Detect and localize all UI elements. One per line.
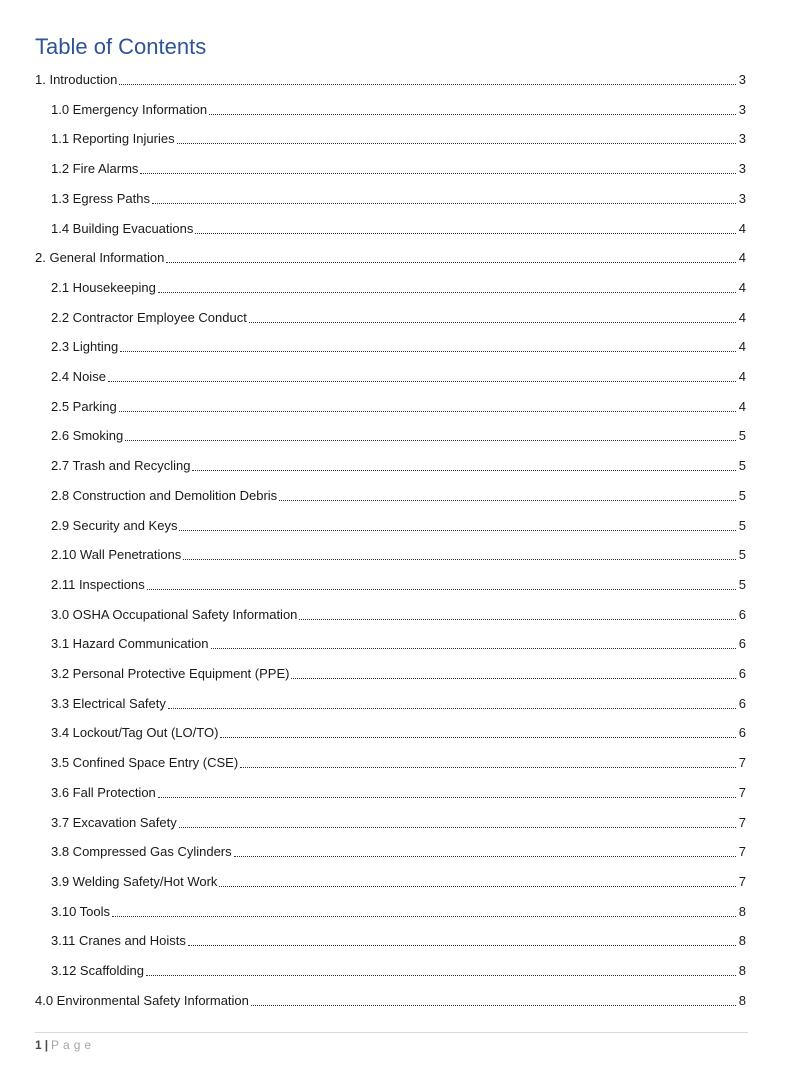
toc-entry[interactable] xyxy=(51,306,746,326)
page-footer xyxy=(35,1038,95,1052)
toc-entry-label: 2.1 Housekeeping xyxy=(51,279,156,295)
toc-dot-leader xyxy=(140,173,736,174)
toc-dot-leader xyxy=(219,886,736,887)
toc-entry-page-number: 8 xyxy=(738,963,746,978)
toc-dot-leader xyxy=(183,559,736,560)
toc-entry[interactable] xyxy=(51,187,746,207)
toc-dot-leader xyxy=(146,975,736,976)
toc-dot-leader xyxy=(177,143,736,144)
toc-entry-label: 3.3 Electrical Safety xyxy=(51,695,166,711)
toc-entry-page-number: 3 xyxy=(738,190,746,206)
toc-entry-label: 3.5 Confined Space Entry (CSE) xyxy=(51,755,239,771)
toc-entry-label: 2.9 Security and Keys xyxy=(51,517,178,533)
toc-entry-page-number: 4 xyxy=(738,250,746,266)
toc-entry-page-number: 3 xyxy=(738,161,746,177)
toc-entry[interactable] xyxy=(51,751,746,771)
toc-entry-label: 3.4 Lockout/Tag Out (LO/TO) xyxy=(51,725,219,741)
footer-page-number: 1 xyxy=(35,1038,42,1052)
toc-entry-label: 2.7 Trash and Recycling xyxy=(51,458,191,474)
toc-entry-page-number: 4 xyxy=(738,220,746,236)
toc-entry-label: 3.9 Welding Safety/Hot Work xyxy=(51,873,218,889)
toc-entry[interactable] xyxy=(51,929,746,949)
toc-entry-label: 1. Introduction xyxy=(35,72,118,87)
toc-entry[interactable] xyxy=(51,692,746,712)
toc-entry[interactable] xyxy=(51,573,746,593)
toc-entry-page-number: 6 xyxy=(738,725,746,741)
toc-entry-label: 2.5 Parking xyxy=(51,398,117,414)
toc-dot-leader xyxy=(209,114,736,115)
toc-dot-leader xyxy=(249,322,736,323)
toc-entry[interactable] xyxy=(51,276,746,296)
toc-dot-leader xyxy=(112,916,736,917)
toc-entry-label: 1.0 Emergency Information xyxy=(51,101,208,117)
toc-entry[interactable] xyxy=(51,395,746,415)
toc-dot-leader xyxy=(291,678,736,679)
toc-dot-leader xyxy=(192,470,736,471)
toc-entry-label: 2.10 Wall Penetrations xyxy=(51,547,182,563)
toc-dot-leader xyxy=(166,262,736,263)
toc-entry-page-number: 3 xyxy=(738,101,746,117)
toc-entry[interactable] xyxy=(51,959,746,979)
toc-dot-leader xyxy=(168,708,736,709)
toc-entry[interactable] xyxy=(35,989,746,1009)
toc-entry-page-number: 8 xyxy=(738,903,746,919)
toc-entry[interactable] xyxy=(51,870,746,890)
toc-entry[interactable] xyxy=(51,811,746,831)
toc-entry[interactable] xyxy=(51,662,746,682)
toc-dot-leader xyxy=(211,648,736,649)
toc-entry[interactable] xyxy=(51,127,746,147)
toc-entry-page-number: 5 xyxy=(738,487,746,503)
footer-page-word: Page xyxy=(51,1038,96,1052)
toc-entry[interactable] xyxy=(51,335,746,355)
toc-entry-page-number: 5 xyxy=(738,547,746,563)
toc-entry-label: 3.12 Scaffolding xyxy=(51,963,144,978)
toc-entry-label: 2.11 Inspections xyxy=(51,576,145,592)
toc-entry-page-number: 6 xyxy=(738,606,746,622)
toc-dot-leader xyxy=(158,797,736,798)
toc-entry[interactable] xyxy=(51,217,746,237)
toc-entry-label: 3.1 Hazard Communication xyxy=(51,636,209,652)
toc-dot-leader xyxy=(158,292,736,293)
toc-dot-leader xyxy=(240,767,736,768)
toc-entry-label: 1.1 Reporting Injuries xyxy=(51,131,175,147)
toc-entry-page-number: 5 xyxy=(738,576,746,592)
toc-entry[interactable] xyxy=(51,157,746,177)
toc-entry-label: 3.8 Compressed Gas Cylinders xyxy=(51,844,232,860)
toc-entry-page-number: 4 xyxy=(738,279,746,295)
toc-entry-page-number: 7 xyxy=(738,814,746,830)
toc-entry-label: 2.6 Smoking xyxy=(51,428,124,444)
toc-entry-label: 4.0 Environmental Safety Information xyxy=(35,992,249,1008)
toc-entry-page-number: 7 xyxy=(738,873,746,889)
toc-dot-leader xyxy=(188,945,736,946)
footer-divider xyxy=(35,1032,748,1033)
toc-dot-leader xyxy=(179,827,736,828)
toc-entry-label: 3.0 OSHA Occupational Safety Information xyxy=(51,606,298,622)
toc-entry-page-number: 5 xyxy=(738,458,746,474)
toc-dot-leader xyxy=(125,440,736,441)
toc-entry-page-number: 6 xyxy=(738,695,746,711)
toc-entry-page-number: 7 xyxy=(738,755,746,771)
toc-entry-page-number: 8 xyxy=(738,933,746,949)
toc-entry[interactable] xyxy=(51,543,746,563)
toc-entry[interactable] xyxy=(51,781,746,801)
page-title: Table of Contents xyxy=(35,34,207,59)
toc-entry[interactable] xyxy=(51,365,746,385)
toc-entry-page-number: 3 xyxy=(738,72,746,87)
toc-entry-label: 1.4 Building Evacuations xyxy=(51,220,194,236)
toc-entry-label: 3.2 Personal Protective Equipment (PPE) xyxy=(51,666,290,681)
toc-entry-label: 3.6 Fall Protection xyxy=(51,784,156,800)
toc-entry-label: 3.11 Cranes and Hoists xyxy=(51,933,186,949)
toc-entry-label: 2. General Information xyxy=(35,250,165,266)
toc-entry-label: 3.7 Excavation Safety xyxy=(51,814,177,830)
toc-entry-label: 1.2 Fire Alarms xyxy=(51,161,139,177)
toc-entry-page-number: 6 xyxy=(738,666,746,681)
footer-separator: | xyxy=(44,1038,49,1052)
toc-entry[interactable] xyxy=(51,840,746,860)
toc-entry[interactable] xyxy=(51,424,746,444)
toc-entry[interactable] xyxy=(51,721,746,741)
toc-entry-page-number: 5 xyxy=(738,517,746,533)
toc-entry-page-number: 7 xyxy=(738,844,746,860)
toc-entry[interactable] xyxy=(51,900,746,920)
toc-dot-leader xyxy=(195,233,736,234)
toc-entry-label: 2.4 Noise xyxy=(51,369,106,384)
toc-entry-label: 2.3 Lighting xyxy=(51,339,119,355)
toc-dot-leader xyxy=(147,589,736,590)
toc-entry[interactable] xyxy=(51,98,746,118)
toc-entry-label: 3.10 Tools xyxy=(51,903,111,919)
toc-entry-page-number: 4 xyxy=(738,339,746,355)
toc-entry-label: 1.3 Egress Paths xyxy=(51,190,150,206)
toc-entry-page-number: 8 xyxy=(738,992,746,1008)
toc-dot-leader xyxy=(119,84,736,85)
toc-dot-leader xyxy=(179,530,736,531)
toc-entry[interactable] xyxy=(51,484,746,504)
toc-dot-leader xyxy=(119,411,736,412)
toc-dot-leader xyxy=(251,1005,736,1006)
toc-dot-leader xyxy=(234,856,736,857)
toc-dot-leader xyxy=(279,500,736,501)
toc-dot-leader xyxy=(108,381,736,382)
toc-entry-label: 2.2 Contractor Employee Conduct xyxy=(51,309,247,325)
toc-entry[interactable] xyxy=(35,246,746,266)
toc-dot-leader xyxy=(220,737,736,738)
toc-entry-page-number: 4 xyxy=(738,309,746,325)
toc-entry[interactable] xyxy=(51,603,746,623)
toc-entry-page-number: 7 xyxy=(738,784,746,800)
toc-entry-page-number: 4 xyxy=(738,398,746,414)
toc-entry[interactable] xyxy=(51,632,746,652)
toc-dot-leader xyxy=(152,203,736,204)
toc-entry-page-number: 4 xyxy=(738,369,746,384)
toc-entry-page-number: 6 xyxy=(738,636,746,652)
toc-entry[interactable] xyxy=(51,454,746,474)
toc-dot-leader xyxy=(299,619,736,620)
toc-entry-page-number: 5 xyxy=(738,428,746,444)
toc-entry[interactable] xyxy=(35,68,746,88)
toc-dot-leader xyxy=(120,351,736,352)
toc-entry-label: 2.8 Construction and Demolition Debris xyxy=(51,487,278,503)
toc-entry[interactable] xyxy=(51,514,746,534)
toc-entry-page-number: 3 xyxy=(738,131,746,147)
